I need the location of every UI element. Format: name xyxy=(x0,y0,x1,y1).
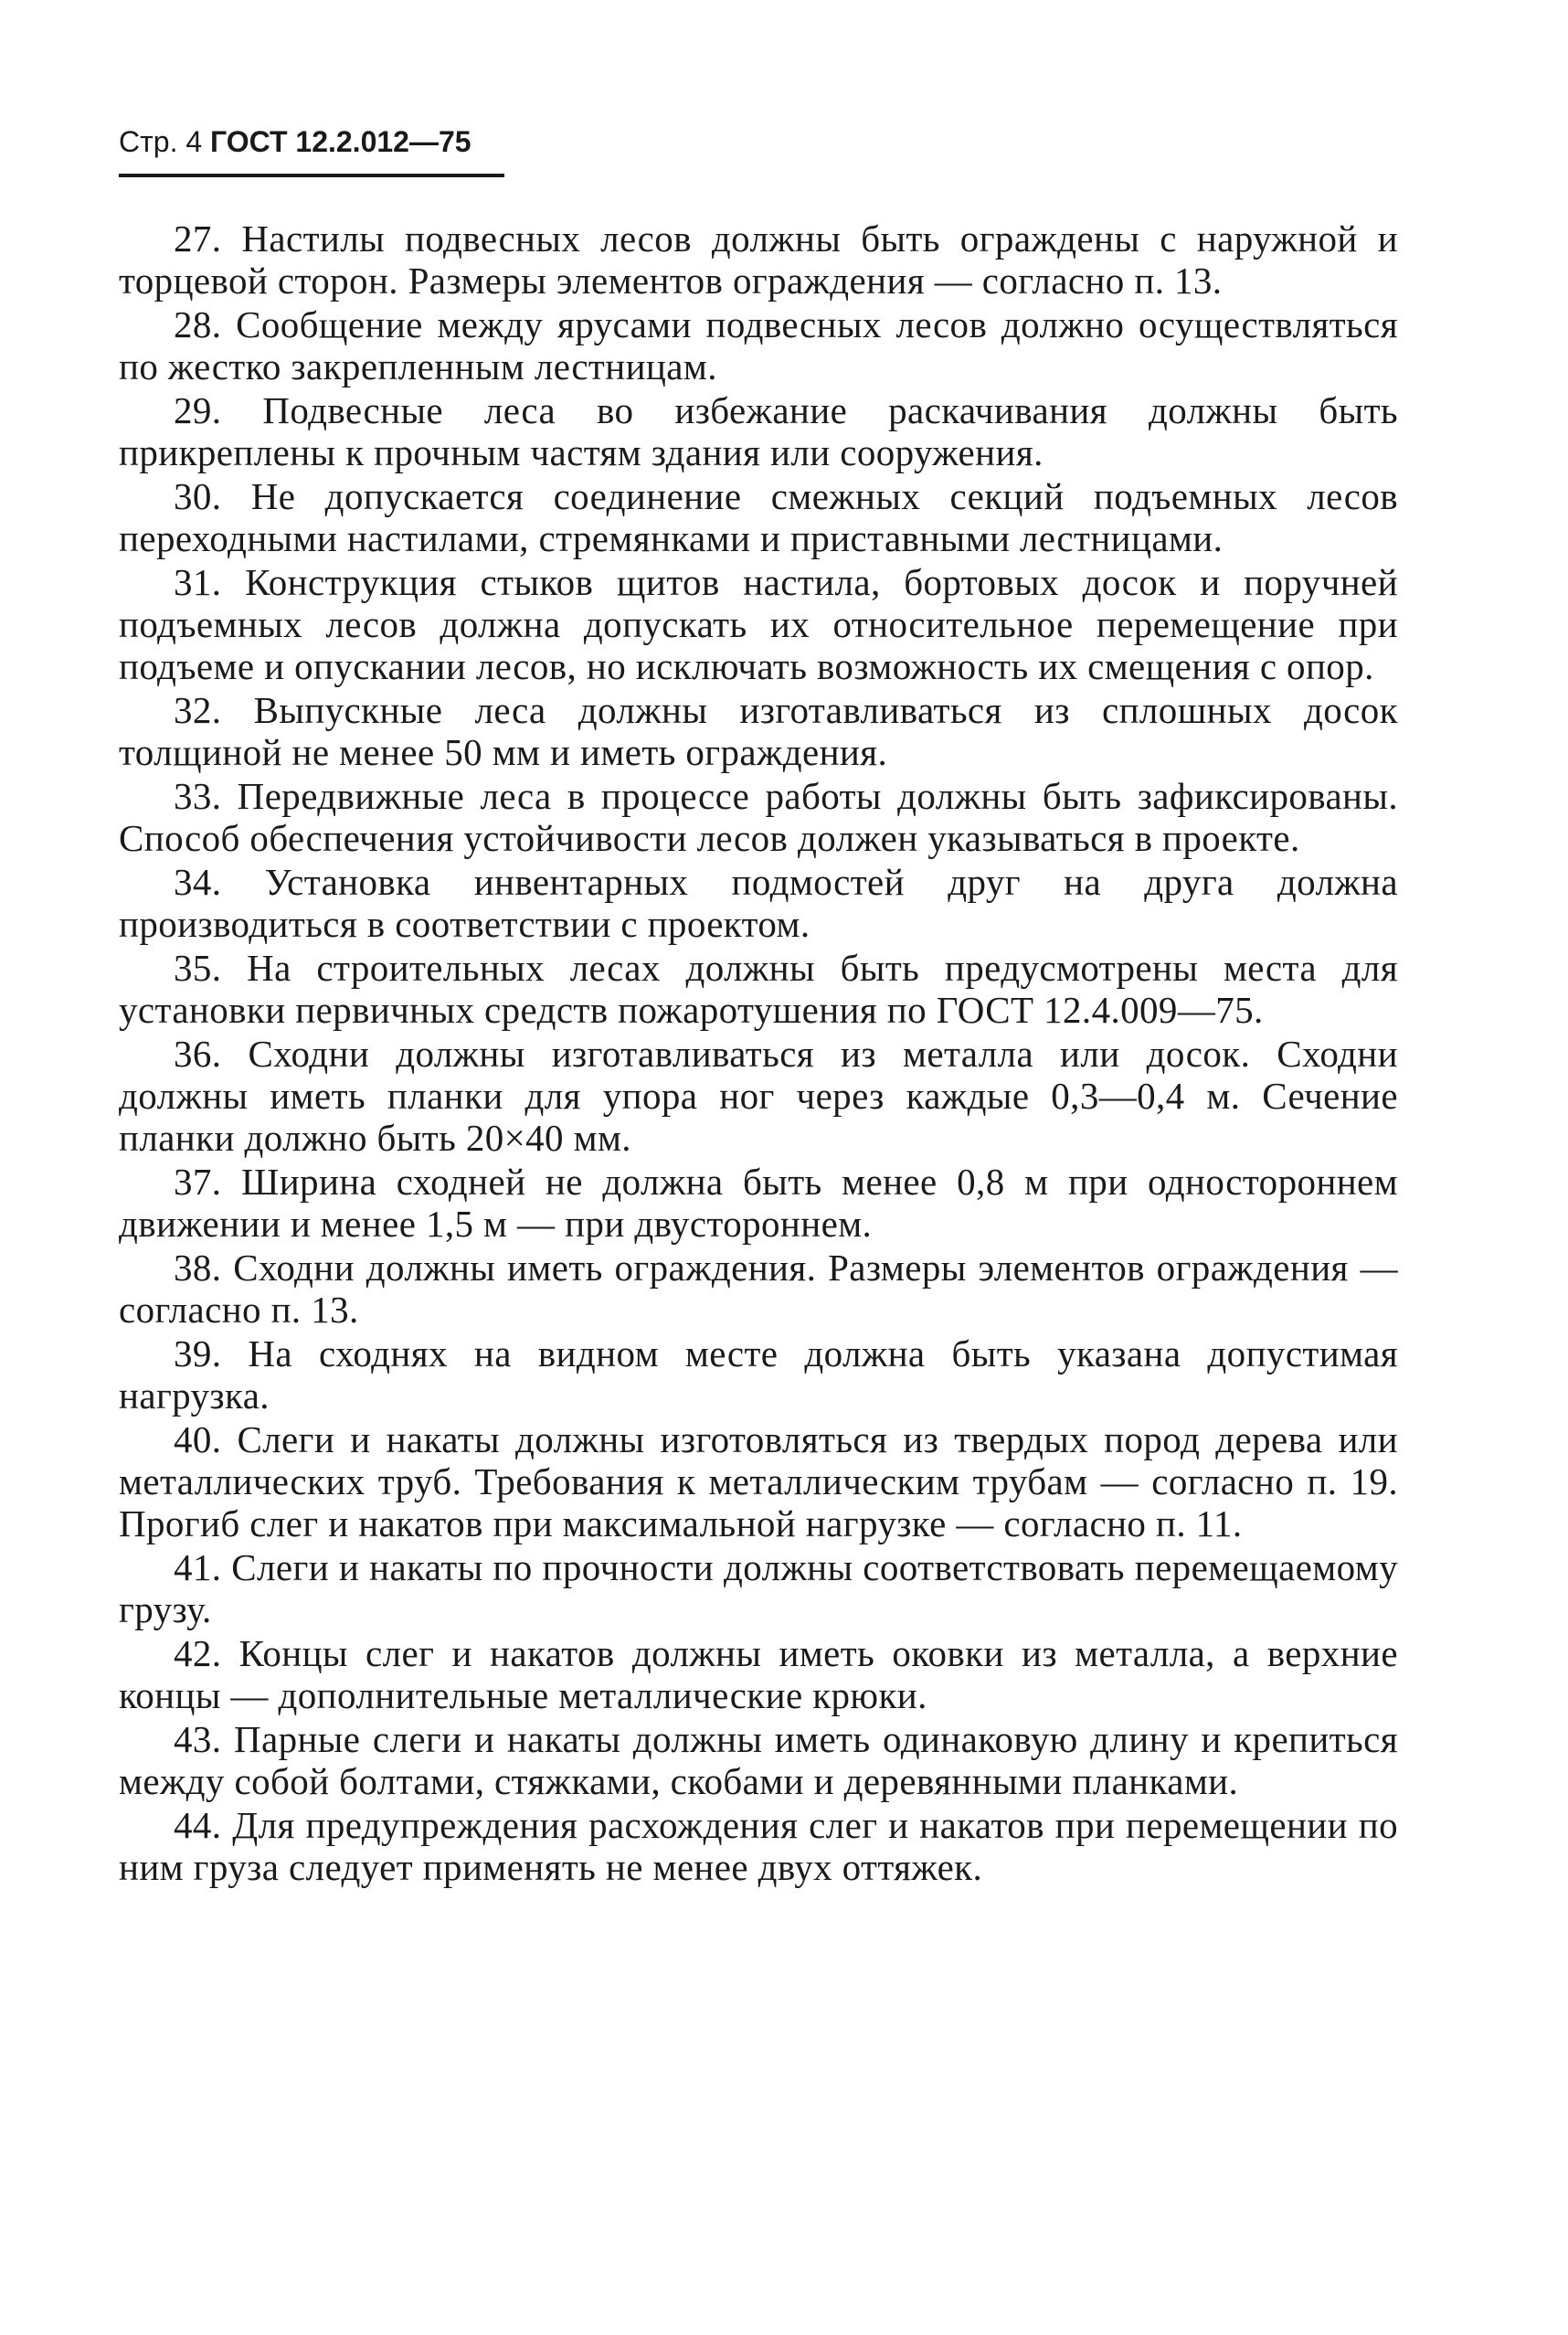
clause-27: 27. Настилы подвесных лесов должны быть ограждены с наружной и торцевой сторон. Размеры элементов ограждения — согласно п. 13. xyxy=(119,218,1398,302)
clause-31: 31. Конструкция стыков щитов настила, бортовых досок и поручней подъемных лесов должна допускать их относительное перемещение при подъеме и опускании лесов, но исключать возможность их смещения с опор. xyxy=(119,561,1398,687)
clause-41: 41. Слеги и накаты по прочности должны соответствовать перемещаемому грузу. xyxy=(119,1546,1398,1630)
clause-42: 42. Концы слег и накатов должны иметь оковки из металла, а верхние концы — дополнительные металлические крюки. xyxy=(119,1632,1398,1716)
page-number: Стр. 4 xyxy=(119,125,203,158)
clause-43: 43. Парные слеги и накаты должны иметь одинаковую длину и крепиться между собой болтами, стяжками, скобами и деревянными планками. xyxy=(119,1718,1398,1802)
clause-39: 39. На сходнях на видном месте должна быть указана допустимая нагрузка. xyxy=(119,1332,1398,1417)
document-page xyxy=(119,0,1398,2335)
clause-28: 28. Сообщение между ярусами подвесных лесов должно осуществляться по жестко закрепленным лестницам. xyxy=(119,303,1398,387)
document-body xyxy=(119,218,1398,1890)
clause-38: 38. Сходни должны иметь ограждения. Размеры элементов ограждения — согласно п. 13. xyxy=(119,1247,1398,1331)
page-header xyxy=(119,123,503,160)
clause-32: 32. Выпускные леса должны изготавливаться из сплошных досок толщиной не менее 50 мм и иметь ограждения. xyxy=(119,689,1398,773)
clause-30: 30. Не допускается соединение смежных секций подъемных лесов переходными настилами, стремянками и приставными лестницами. xyxy=(119,475,1398,559)
header-rule xyxy=(119,174,504,177)
clause-29: 29. Подвесные леса во избежание раскачивания должны быть прикреплены к прочным частям здания или сооружения. xyxy=(119,389,1398,473)
clause-40: 40. Слеги и накаты должны изготовляться из твердых пород дерева или металлических труб. Требования к металлическим трубам — согласно п. 19. Прогиб слег и накатов при максимальной нагрузке — согласно п. 11. xyxy=(119,1418,1398,1544)
standard-number: ГОСТ 12.2.012—75 xyxy=(210,125,471,158)
clause-36: 36. Сходни должны изготавливаться из металла или досок. Сходни должны иметь планки для упора ног через каждые 0,3—0,4 м. Сечение планки должно быть 20×40 мм. xyxy=(119,1033,1398,1159)
clause-44: 44. Для предупреждения расхождения слег и накатов при перемещении по ним груза следует применять не менее двух оттяжек. xyxy=(119,1804,1398,1888)
clause-37: 37. Ширина сходней не должна быть менее 0,8 м при одностороннем движении и менее 1,5 м — при двустороннем. xyxy=(119,1161,1398,1245)
clause-33: 33. Передвижные леса в процессе работы должны быть зафиксированы. Способ обеспечения устойчивости лесов должен указываться в проекте. xyxy=(119,775,1398,859)
clause-35: 35. На строительных лесах должны быть предусмотрены места для установки первичных средств пожаротушения по ГОСТ 12.4.009—75. xyxy=(119,947,1398,1031)
clause-34: 34. Установка инвентарных подмостей друг на друга должна производиться в соответствии с проектом. xyxy=(119,861,1398,945)
